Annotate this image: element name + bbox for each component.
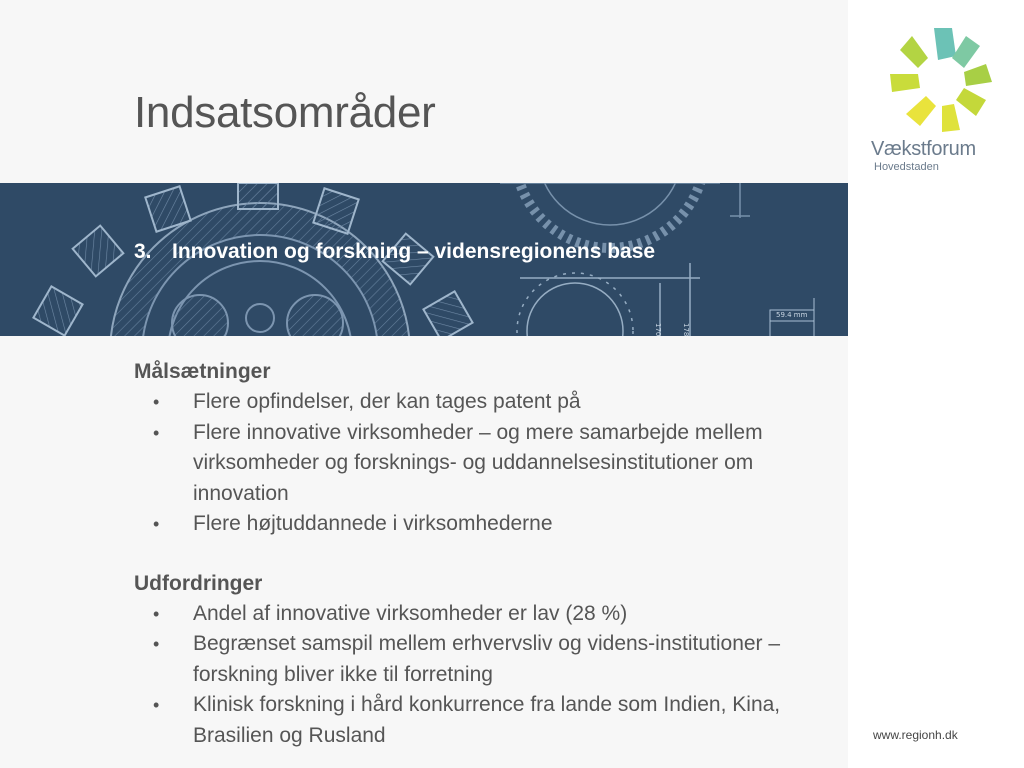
logo-subtitle: Hovedstaden xyxy=(874,161,939,173)
list-item xyxy=(134,690,784,751)
footer-url: www.regionh.dk xyxy=(873,728,958,742)
section-heading-goals: Målsætninger xyxy=(134,360,271,383)
logo-name: Vækstforum xyxy=(871,138,976,160)
bullet-icon: • xyxy=(153,514,160,534)
bullet-icon: • xyxy=(153,392,160,412)
bullet-icon: • xyxy=(153,603,160,624)
section-heading-challenges: Udfordringer xyxy=(134,571,263,595)
dimension-label-2: 170 xyxy=(654,323,662,336)
list-item xyxy=(134,387,784,418)
goals-list xyxy=(134,387,784,540)
banner-heading-text: Innovation og forskning – vidensregionens base xyxy=(172,240,656,263)
list-item xyxy=(134,418,784,510)
list-item xyxy=(134,629,784,690)
slide-title: Indsatsområder xyxy=(134,88,436,137)
bullet-icon: • xyxy=(153,695,160,715)
bullet-icon: • xyxy=(153,422,160,443)
list-item-text: Flere innovative virksomheder – og mere samarbejde mellem virksomheder og forsknings- og uddannelsesinstitutioner om innovation xyxy=(193,420,763,505)
list-item-text: Flere opfindelser, der kan tages patent på xyxy=(193,390,581,413)
star-flower-logo-icon xyxy=(888,26,996,134)
list-item xyxy=(134,599,784,630)
list-item-text: Klinisk forskning i hård konkurrence fra lande som Indien, Kina, Brasilien og Rusland xyxy=(193,693,781,747)
slide-content xyxy=(134,357,784,751)
banner-heading xyxy=(134,240,655,264)
bullet-icon: • xyxy=(153,634,160,654)
challenges-list xyxy=(134,599,784,752)
banner-heading-number: 3. xyxy=(134,240,152,263)
list-item-text: Flere højtuddannede i virksomhederne xyxy=(193,512,553,535)
list-item xyxy=(134,509,784,540)
list-item-text: Begrænset samspil mellem erhvervsliv og videns-institutioner – forskning bliver ikke til forretning xyxy=(193,632,781,686)
dimension-label-3: 178 xyxy=(682,323,690,336)
list-item-text: Andel af innovative virksomheder er lav (28 %) xyxy=(193,601,628,625)
dimension-label-1: 59.4 mm xyxy=(776,311,808,319)
